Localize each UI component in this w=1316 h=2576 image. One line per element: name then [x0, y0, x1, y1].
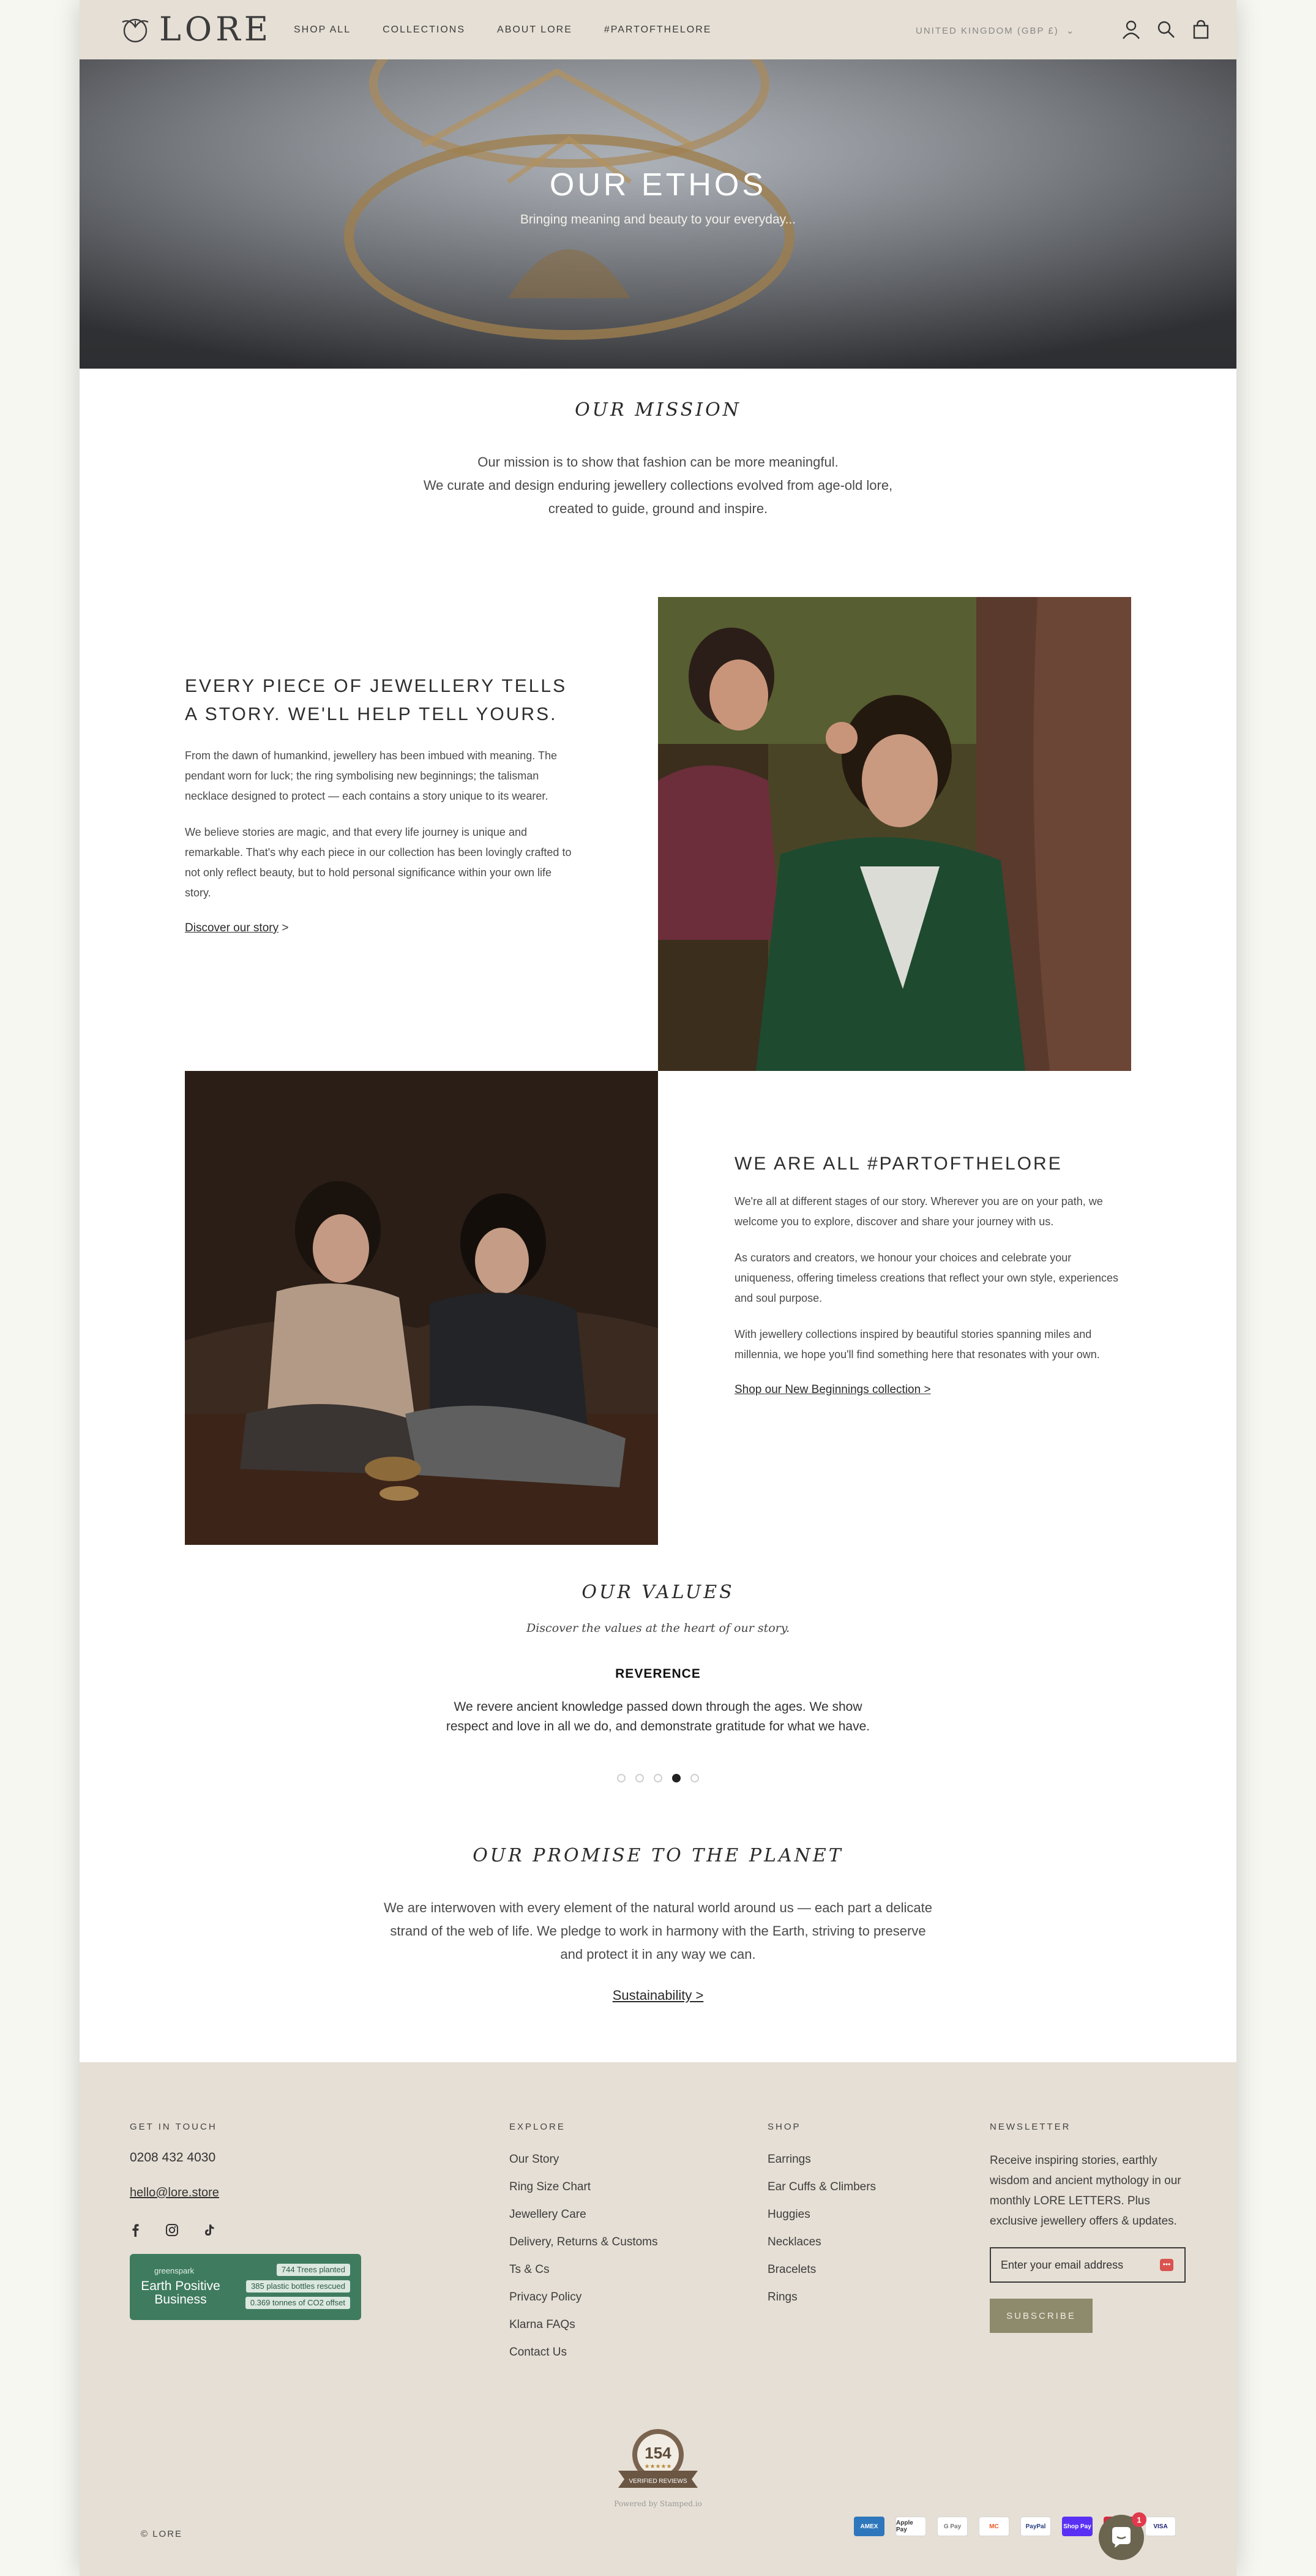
partofthelore-section	[735, 1150, 1132, 1397]
photo-women-forest	[185, 1071, 658, 1545]
greenspark-title: Earth Positive Business	[141, 2279, 220, 2307]
footer-link[interactable]: Klarna FAQs	[509, 2318, 575, 2331]
facebook-icon[interactable]	[130, 2223, 141, 2237]
footer-link[interactable]: Rings	[768, 2291, 798, 2304]
chevron-down-icon: ⌄	[1066, 26, 1075, 36]
main-nav	[294, 24, 711, 36]
nav-shop-all[interactable]: SHOP ALL	[294, 24, 351, 35]
footer-link[interactable]: Contact Us	[509, 2346, 567, 2359]
footer-link[interactable]: Necklaces	[768, 2236, 821, 2248]
nav-partofthelore[interactable]: #PARTOFTHELORE	[604, 24, 712, 35]
mission-line: Our mission is to show that fashion can be more meaningful.	[477, 454, 839, 470]
footer-link[interactable]: Huggies	[768, 2208, 810, 2221]
hero-title: OUR ETHOS	[549, 167, 767, 203]
reviews-label: VERIFIED REVIEWS	[629, 2478, 687, 2485]
footer-heading: EXPLORE	[509, 2122, 566, 2132]
footer-link[interactable]: Jewellery Care	[509, 2208, 586, 2221]
partofthelore-paragraph: We're all at different stages of our story. Wherever you are on your path, we welcome you to explore, discover and share your journey with us.	[735, 1195, 1103, 1228]
reviews-badge-icon	[613, 2427, 703, 2495]
greenspark-badge[interactable]	[130, 2254, 361, 2320]
page	[80, 0, 1236, 2576]
newsletter-placeholder: Enter your email address	[1001, 2258, 1124, 2271]
greenspark-stat: 744 Trees planted	[277, 2264, 350, 2276]
mission-text	[352, 451, 964, 520]
stamped-powered: Powered by Stamped.io	[614, 2499, 702, 2508]
footer-link[interactable]: Ring Size Chart	[509, 2180, 591, 2193]
planet-text: We are interwoven with every element of the natural world around us — each part a delicate strand of the web of life. We pledge to work in harmony with the Earth, striving to preserve and protect it in any way we can.	[384, 1900, 932, 1962]
hero-subtitle: Bringing meaning and beauty to your everyday...	[520, 212, 796, 227]
copyright: © LORE	[141, 2529, 183, 2539]
cart-icon[interactable]	[1190, 18, 1212, 40]
amex-icon: AMEX	[854, 2517, 884, 2536]
footer-heading: NEWSLETTER	[990, 2122, 1071, 2132]
mastercard-icon: MC	[979, 2517, 1009, 2536]
star-rating-icon: ★★★★★	[644, 2463, 672, 2470]
mission-line: We curate and design enduring jewellery collections evolved from age-old lore,	[423, 478, 893, 493]
visa-icon: VISA	[1145, 2517, 1176, 2536]
password-manager-icon[interactable]: •••	[1160, 2259, 1173, 2271]
google-pay-icon: G Pay	[937, 2517, 968, 2536]
mission-title: OUR MISSION	[575, 399, 741, 421]
chat-widget-button[interactable]	[1099, 2515, 1144, 2560]
carousel-dot[interactable]	[654, 1774, 662, 1782]
footer-explore	[509, 2122, 705, 2366]
footer-heading: SHOP	[768, 2122, 801, 2132]
story-heading: EVERY PIECE OF JEWELLERY TELLS A STORY. WE'LL HELP TELL YOURS.	[185, 676, 567, 724]
logo[interactable]	[118, 12, 272, 47]
carousel-dot[interactable]	[617, 1774, 626, 1782]
footer-link[interactable]: Ear Cuffs & Climbers	[768, 2180, 877, 2193]
value-name: REVERENCE	[615, 1667, 701, 1681]
sustainability-link[interactable]: Sustainability >	[612, 1988, 704, 2003]
site-footer	[80, 2062, 1236, 2576]
search-icon[interactable]	[1155, 18, 1177, 40]
value-description: We revere ancient knowledge passed down through the ages. We show respect and love in all we do, and demonstrate gratitude for what we have.	[446, 1700, 870, 1733]
newsletter-email-input[interactable]	[990, 2247, 1186, 2283]
instagram-icon[interactable]	[165, 2223, 179, 2237]
shop-links	[768, 2146, 951, 2311]
mission-line: created to guide, ground and inspire.	[548, 501, 768, 516]
greenspark-stat: 0.369 tonnes of CO2 offset	[245, 2297, 350, 2309]
footer-email[interactable]: hello@lore.store	[130, 2186, 219, 2199]
new-beginnings-link[interactable]: Shop our New Beginnings collection >	[735, 1383, 931, 1396]
story-section	[185, 672, 577, 935]
carousel-dot-active[interactable]	[672, 1774, 681, 1782]
currency-label: UNITED KINGDOM (GBP £)	[916, 26, 1059, 36]
footer-link[interactable]: Privacy Policy	[509, 2291, 582, 2304]
chat-notification-badge: 1	[1132, 2512, 1146, 2527]
footer-shop	[768, 2122, 951, 2311]
values-title: OUR VALUES	[581, 1582, 735, 1603]
newsletter-text: Receive inspiring stories, earthly wisdom and ancient mythology in our monthly LORE LETTERS. Plus exclusive jewellery offers & updates.	[990, 2154, 1181, 2228]
site-header	[80, 0, 1236, 59]
nav-about-lore[interactable]: ABOUT LORE	[497, 24, 572, 35]
partofthelore-heading: WE ARE ALL #PARTOFTHELORE	[735, 1154, 1063, 1174]
greenspark-brand: greenspark	[154, 2266, 195, 2275]
greenspark-stat: 385 plastic bottles rescued	[246, 2280, 350, 2292]
footer-link[interactable]: Ts & Cs	[509, 2263, 550, 2276]
paypal-icon: PayPal	[1020, 2517, 1051, 2536]
values-subtitle: Discover the values at the heart of our story.	[526, 1621, 790, 1635]
footer-link[interactable]: Earrings	[768, 2153, 811, 2166]
discover-story-link[interactable]	[185, 922, 577, 935]
account-icon[interactable]	[1120, 18, 1142, 40]
footer-link[interactable]: Delivery, Returns & Customs	[509, 2236, 658, 2248]
subscribe-button[interactable]: SUBSCRIBE	[990, 2299, 1093, 2333]
tiktok-icon[interactable]	[203, 2223, 215, 2237]
partofthelore-paragraph: With jewellery collections inspired by beautiful stories spanning miles and millennia, we hope you'll find something here that resonates with your own.	[735, 1328, 1100, 1361]
planet-title: OUR PROMISE TO THE PLANET	[473, 1845, 843, 1866]
footer-phone[interactable]: 0208 432 4030	[130, 2150, 216, 2165]
nav-collections[interactable]: COLLECTIONS	[383, 24, 466, 35]
story-paragraph: We believe stories are magic, and that every life journey is unique and remarkable. That's why each piece in our collection has been lovingly crafted to not only reflect beauty, but to hold personal significance within your own life story.	[185, 826, 572, 899]
currency-selector[interactable]	[916, 25, 1075, 36]
logo-text: LORE	[159, 10, 272, 48]
link-arrow: >	[282, 922, 289, 934]
footer-link[interactable]: Bracelets	[768, 2263, 817, 2276]
story-paragraph: From the dawn of humankind, jewellery has been imbued with meaning. The pendant worn for luck; the ring symbolising new beginnings; the talisman necklace designed to protect — each contains a story unique to its wearer.	[185, 749, 558, 802]
carousel-dot[interactable]	[690, 1774, 699, 1782]
apple-pay-icon: Apple Pay	[895, 2517, 926, 2536]
logo-mark-icon	[118, 13, 153, 45]
values-carousel-dots	[80, 1774, 1236, 1782]
hero-banner	[80, 59, 1236, 369]
shop-pay-icon: Shop Pay	[1062, 2517, 1093, 2536]
explore-links	[509, 2146, 705, 2366]
reviews-count: 154	[645, 2444, 671, 2462]
partofthelore-paragraph: As curators and creators, we honour your choices and celebrate your uniqueness, offering timeless creations that reflect your own style, experiences and soul purpose.	[735, 1252, 1118, 1304]
sustainability-link-wrap	[80, 1988, 1236, 2003]
footer-contact	[130, 2122, 387, 2320]
photo-necklace-forest	[658, 597, 1131, 1071]
footer-newsletter	[990, 2122, 1198, 2333]
stamped-reviews-badge[interactable]	[613, 2427, 703, 2508]
footer-link[interactable]: Our Story	[509, 2153, 559, 2166]
footer-heading: GET IN TOUCH	[130, 2122, 217, 2132]
discover-story-label: Discover our story	[185, 922, 279, 934]
carousel-dot[interactable]	[635, 1774, 644, 1782]
social-links	[130, 2223, 387, 2237]
